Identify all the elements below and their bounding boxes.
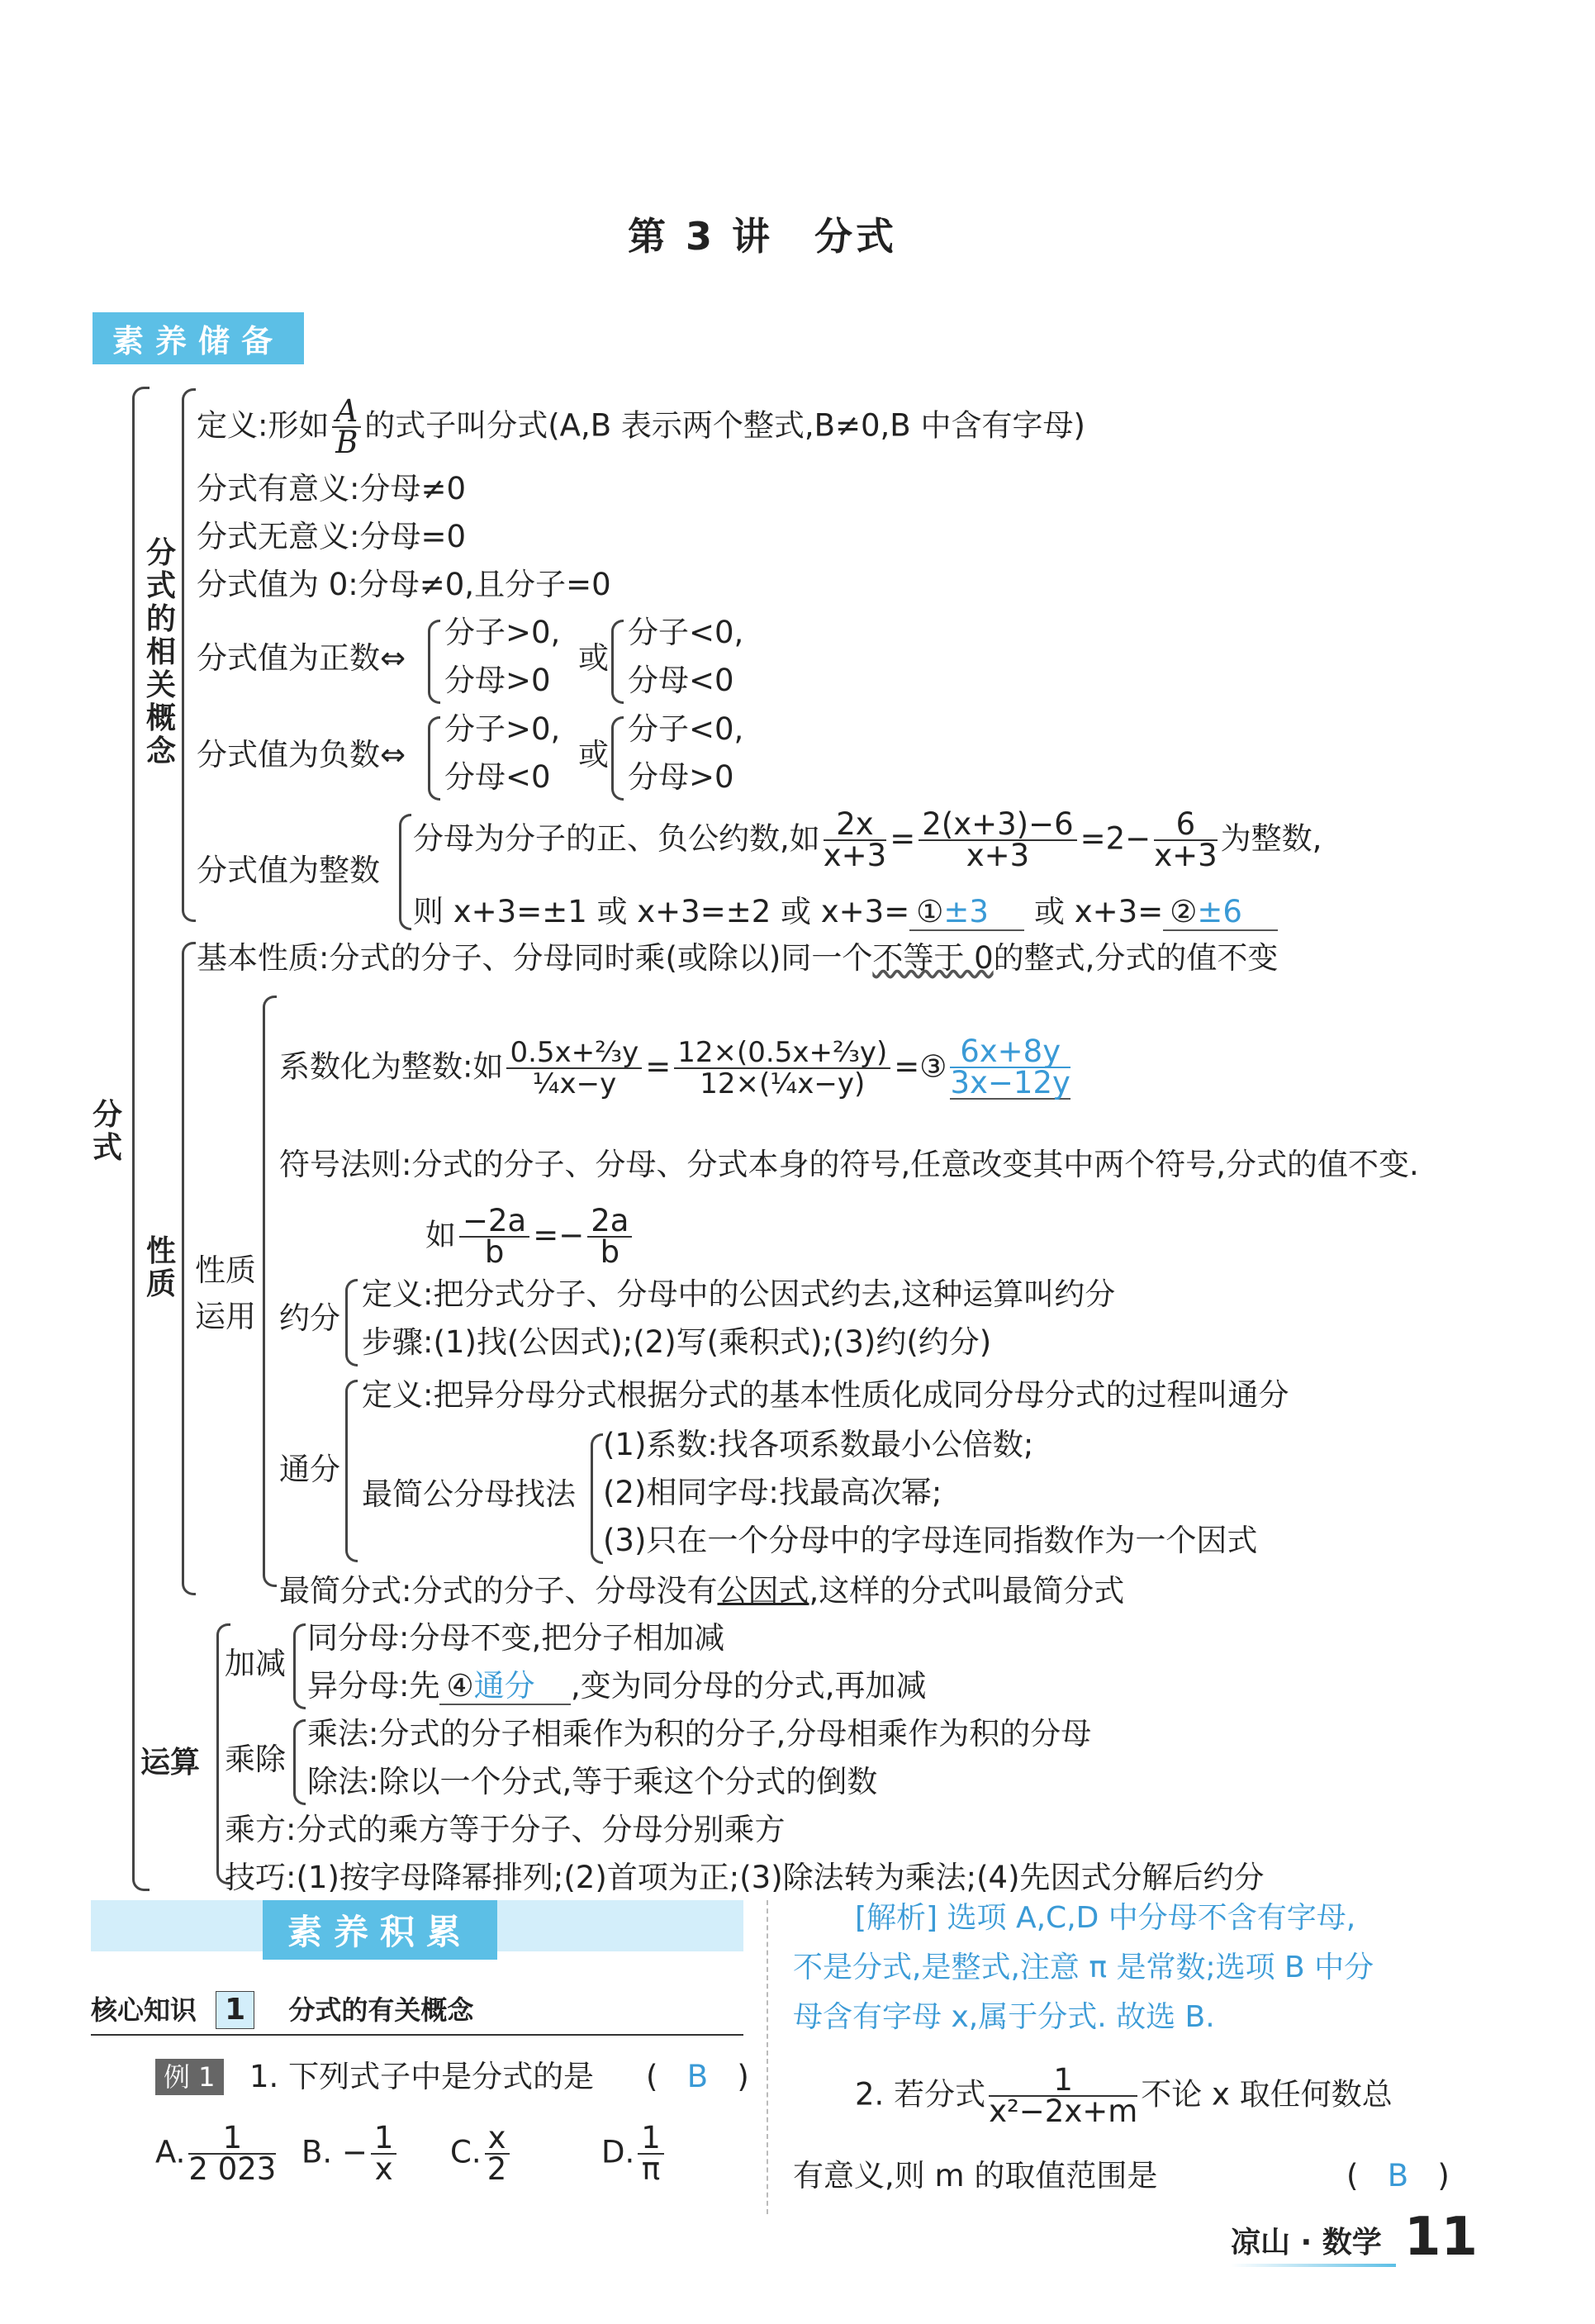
group1-brace	[182, 388, 196, 922]
negative-b2: 分母>0	[628, 759, 734, 795]
different-denominator: 异分母:先 ④通分 ,变为同分母的分式,再加减	[307, 1668, 927, 1704]
lcd-rule-1: (1)系数:找各项系数最小公倍数;	[603, 1427, 1034, 1462]
example2-line-2: 有意义,则 m 的取值范围是	[793, 2158, 1158, 2193]
lcd-rule-2: (2)相同字母:找最高次幂;	[603, 1475, 942, 1510]
root-label: 分式	[92, 1098, 122, 1165]
example2-answer-bracket: ( B )	[1346, 2158, 1450, 2193]
analysis-line-3: 母含有字母 x,属于分式. 故选 B.	[793, 2000, 1215, 2034]
positive-a1: 分子>0,	[444, 615, 561, 650]
reduce-brace	[345, 1279, 358, 1366]
simplest-fraction: 最简分式:分式的分子、分母没有公因式,这样的分式叫最简分式	[279, 1573, 1125, 1609]
answer-1: ①±3	[909, 894, 1024, 931]
addsub-label: 加减	[225, 1646, 286, 1681]
group-label-concepts: 分式的相关概念	[145, 536, 176, 768]
example2-stem: 2. 若分式 $\frac{1}{\text{x²−2x+m}}$ 不论 x 取任何数总	[855, 2062, 1393, 2129]
negative-brace-b	[611, 716, 624, 801]
example2-answer: B	[1387, 2158, 1409, 2193]
negative-a1: 分子>0,	[444, 711, 561, 747]
positive-b2: 分母<0	[628, 663, 734, 698]
positive-a2: 分母>0	[444, 663, 551, 698]
def-fraction: $\frac{A}{B}$	[332, 397, 361, 458]
answer-2: ②±6	[1163, 894, 1278, 931]
page-number: 11	[1404, 2207, 1479, 2268]
footer-underline	[1231, 2264, 1396, 2267]
reduce-label: 约分	[279, 1300, 340, 1336]
answer-3: $\frac{6x+8y}{3x-12y}$	[950, 1034, 1070, 1100]
reduce-definition: 定义:把分式分子、分母中的公因式约去,这种运算叫约分	[362, 1276, 1116, 1312]
muldiv-label: 乘除	[225, 1742, 286, 1777]
answer-4: ④通分	[439, 1668, 570, 1705]
meaningful-line: 分式有意义:分母≠0	[197, 471, 467, 506]
section-banner-accumulation: 素养积累	[263, 1900, 497, 1960]
footer-brand: 凉山 · 数学	[1231, 2226, 1382, 2260]
same-denominator: 同分母:分母不变,把分子相加减	[307, 1620, 725, 1656]
integer-brace	[399, 814, 411, 930]
option-b: B. − $\frac{1}{x}$	[301, 2123, 400, 2184]
negative-brace-a	[428, 716, 440, 801]
group-label-operations: 运算	[140, 1746, 201, 1780]
division-rule: 除法:除以一个分式,等于乘这个分式的倒数	[307, 1764, 878, 1799]
coef-frac-2: $\frac{\text{12×(0.5x+⅔y)}}{\text{12×(¼x−y)}}$	[674, 1038, 890, 1099]
integer-line-2: 则 x+3=±1 或 x+3=±2 或 x+3= ①±3 或 x+3= ②±6	[413, 892, 1278, 932]
core-knowledge-heading: 核心知识 1 分式的有关概念	[91, 1991, 473, 2029]
group2-brace	[182, 942, 196, 1595]
column-divider	[767, 1900, 768, 2214]
sign-frac-1: $\frac{-2a}{b}$	[459, 1206, 529, 1267]
lcd-brace	[591, 1433, 603, 1564]
multiplication-rule: 乘法:分式的分子相乘作为积的分子,分母相乘作为积的分母	[307, 1716, 1092, 1751]
apply-label: 性质运用	[195, 1252, 256, 1334]
negative-label: 分式值为负数⇔	[197, 737, 406, 772]
common-brace	[345, 1380, 358, 1562]
positive-label: 分式值为正数⇔	[197, 640, 406, 676]
integer-frac-3: $\frac{6}{x+3}$	[1154, 806, 1218, 873]
integer-label: 分式值为整数	[197, 853, 380, 888]
sign-frac-2: $\frac{2a}{b}$	[587, 1206, 632, 1267]
apply-brace	[263, 996, 277, 1587]
page-title: 第 3 讲 分式	[628, 214, 898, 259]
option-a: A. $\frac{1}{2 023}$	[155, 2120, 277, 2187]
option-d: D. $\frac{1}{\pi}$	[601, 2123, 667, 2184]
positive-or: 或	[578, 640, 609, 676]
core-number: 1	[216, 1991, 254, 2029]
section-banner-preparation: 素养储备	[93, 312, 304, 364]
common-label: 通分	[279, 1452, 340, 1487]
common-definition: 定义:把异分母分式根据分式的基本性质化成同分母分式的过程叫通分	[362, 1377, 1289, 1413]
coefficient-line: 系数化为整数:如 $\frac{\text{0.5x+⅔y}}{\text{¼x−y}}$ = $\frac{\text{12×(0.5x+⅔y)}}{\text{12×(¼x−y)}}$ =③ $\frac{6x+8y}{3x-12y}$	[279, 1034, 1070, 1100]
core-underline	[91, 2034, 743, 2036]
addsub-brace	[293, 1623, 306, 1709]
example1-answer-bracket: ( B )	[646, 2059, 749, 2094]
positive-brace-a	[428, 620, 440, 704]
option-c: C. $\frac{x}{2}$	[450, 2123, 513, 2184]
power-rule: 乘方:分式的乘方等于分子、分母分别乘方	[225, 1812, 786, 1847]
basic-property: 基本性质:分式的分子、分母同时乘(或除以)同一个不等于 0的整式,分式的值不变	[197, 940, 1279, 976]
negative-b1: 分子<0,	[628, 711, 744, 747]
lcd-rule-3: (3)只在一个分母中的字母连同指数作为一个因式	[603, 1523, 1258, 1558]
analysis-line-1: [解析] 选项 A,C,D 中分母不含有字母,	[855, 1901, 1356, 1935]
muldiv-brace	[293, 1719, 306, 1805]
zero-value-line: 分式值为 0:分母≠0,且分子=0	[197, 567, 611, 602]
tips-rule: 技巧:(1)按字母降幂排列;(2)首项为正;(3)除法转为乘法;(4)先因式分解后约分	[225, 1860, 1265, 1895]
integer-frac-1: $\frac{2x}{x+3}$	[823, 806, 887, 873]
definition-line: 定义:形如 $\frac{A}{B}$ 的式子叫分式(A,B 表示两个整式,B≠0,B 中含有字母)	[197, 393, 1085, 460]
example-tag: 例 1	[155, 2059, 224, 2095]
reduce-steps: 步骤:(1)找(公因式);(2)写(乘积式);(3)约(约分)	[362, 1324, 992, 1360]
example1-stem: 1. 下列式子中是分式的是	[249, 2059, 595, 2094]
group-label-properties: 性质	[145, 1234, 176, 1301]
analysis-tag: [解析]	[855, 1901, 938, 1935]
integer-frac-2: $\frac{2(x+3)-6}{x+3}$	[919, 810, 1076, 871]
positive-b1: 分子<0,	[628, 615, 744, 650]
negative-a2: 分母<0	[444, 759, 551, 795]
meaningless-line: 分式无意义:分母=0	[197, 519, 467, 554]
negative-or: 或	[578, 737, 609, 772]
integer-line-1: 分母为分子的正、负公约数,如 $\frac{2x}{x+3}$ = $\frac{2(x+3)-6}{x+3}$ =2− $\frac{6}{x+3}$ 为整数,	[413, 806, 1322, 873]
example1-answer: B	[686, 2059, 709, 2094]
positive-brace-b	[611, 620, 624, 704]
lcd-label: 最简公分母找法	[362, 1476, 576, 1512]
analysis-line-2: 不是分式,是整式,注意 π 是常数;选项 B 中分	[793, 1951, 1374, 1984]
sign-example: 如 $\frac{-2a}{b}$ =− $\frac{2a}{b}$	[425, 1206, 635, 1267]
coef-frac-1: $\frac{\text{0.5x+⅔y}}{\text{¼x−y}}$	[506, 1038, 642, 1099]
sign-rule: 符号法则:分式的分子、分母、分式本身的符号,任意改变其中两个符号,分式的值不变.	[279, 1147, 1419, 1182]
